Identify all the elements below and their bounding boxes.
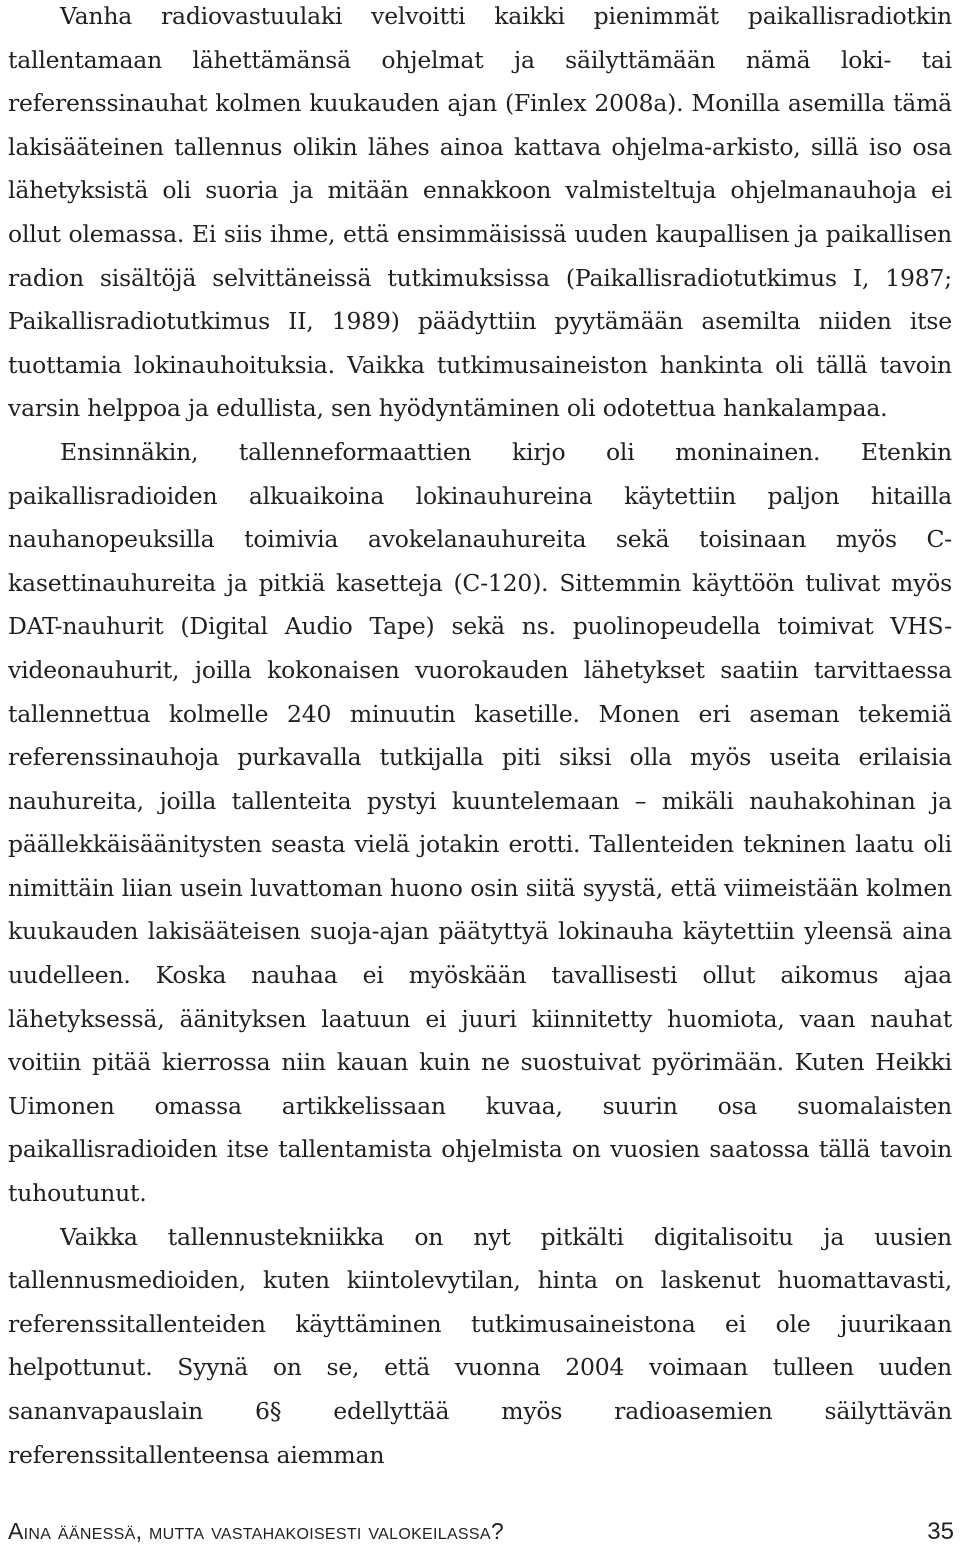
paragraph-3: Vaikka tallennustekniikka on nyt pitkälti digitalisoitu ja uusien tallennusmedioiden, kuten kiintolevytilan, hinta on laskenut huomattavasti, referenssitallenteiden käyttäminen tutkimusaineistona ei ole juurikaan helpottunut. Syynä on se, että vuonna 2004 voimaan tulleen uuden sananvapauslain 6§ edellyttää myös radioasemien säilyttävän referenssitallenteensa aiemman xyxy=(8,1222,952,1469)
page-footer xyxy=(8,1518,954,1550)
body-text xyxy=(8,0,952,1477)
page-number: 35 xyxy=(927,1518,954,1545)
paragraph-1: Vanha radiovastuulaki velvoitti kaikki pienimmät paikallisradiotkin tallentamaan lähettämänsä ohjelmat ja säilyttämään nämä loki- tai referenssinauhat kolmen kuukauden ajan (Finlex 2008a). Monilla asemilla tämä lakisääteinen tallennus olikin lähes ainoa kattava ohjelma-arkisto, sillä iso osa lähetyksistä oli suoria ja mitään ennakkoon valmisteltuja ohjelmanauhoja ei ollut olemassa. Ei siis ihme, että ensimmäisissä uuden kaupallisen ja paikallisen radion sisältöjä selvittäneissä tutkimuksissa (Paikallisradiotutkimus I, 1987; Paikallisradiotutkimus II, 1989) päädyttiin pyytämään asemilta niiden itse tuottamia lokinauhoituksia. Vaikka tutkimusaineiston hankinta oli tällä tavoin varsin helppoa ja edullista, sen hyödyntäminen oli odotettua hankalampaa. xyxy=(8,2,952,423)
paragraph-2: Ensinnäkin, tallenneformaattien kirjo oli moninainen. Etenkin paikallisradioiden alkuaikoina lokinauhureina käytettiin paljon hitailla nauhanopeuksilla toimivia avokelanauhureita sekä toisinaan myös C-kasettinauhureita ja pitkiä kasetteja (C-120). Sittemmin käyttöön tulivat myös DAT-nauhurit (Digital Audio Tape) sekä ns. puolinopeudella toimivat VHS-videonauhurit, joilla kokonaisen vuorokauden lähetykset saatiin tarvittaessa tallennettua kolmelle 240 minuutin kasetille. Monen eri aseman tekemiä referenssinauhoja purkavalla tutkijalla piti siksi olla myös useita erilaisia nauhureita, joilla tallenteita pystyi kuuntelemaan – mikäli nauhakohinan ja päällekkäisäänitysten seasta vielä jotakin erotti. Tallenteiden tekninen laatu oli nimittäin liian usein luvattoman huono osin siitä syystä, että viimeistään kolmen kuukauden lakisääteisen suoja-ajan päätyttyä lokinauha käytettiin yleensä aina uudelleen. Koska nauhaa ei myöskään tavallisesti ollut aikomus ajaa lähetyksessä, äänityksen laatuun ei juuri kiinnitetty huomiota, vaan nauhat voitiin pitää kierrossa niin kauan kuin ne suostuivat pyörimään. Kuten Heikki Uimonen omassa artikkelissaan kuvaa, suurin osa suomalaisten paikallisradioiden itse tallentamista ohjelmista on vuosien saatossa tällä tavoin tuhoutunut. xyxy=(8,437,952,1208)
running-head: Aina äänessä, mutta vastahakoisesti valokeilassa? xyxy=(8,1518,504,1544)
